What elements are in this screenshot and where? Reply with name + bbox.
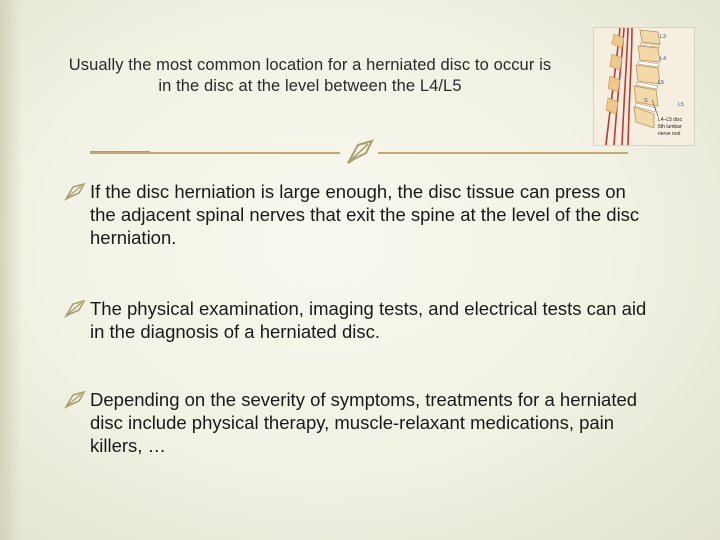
bullet-text: Depending on the severity of symptoms, treatments for a herniated disc include physical therapy, muscle-relaxant medications, pain killers, … [90, 389, 638, 456]
slide-title: Usually the most common location for a herniated disc to occur is in the disc at the level between the L4/L5 [68, 56, 552, 95]
caption-line2: 5th lumbar [658, 124, 682, 130]
quill-bullet-icon [346, 139, 374, 165]
bullet-item [64, 297, 664, 343]
spine-diagram-image [593, 27, 695, 146]
bullet-text: The physical examination, imaging tests, and electrical tests can aid in the diagnosis of a herniated disc. [90, 298, 647, 342]
bullet-item [64, 180, 664, 249]
caption-line3: nerve root [658, 131, 681, 137]
quill-bullet-icon [64, 300, 86, 318]
label-l4: L4 [660, 56, 667, 62]
label-l5: L5 [678, 102, 685, 108]
quill-bullet-icon [64, 391, 86, 409]
label-l5-disc: L5 [658, 80, 665, 86]
spine-diagram-svg [594, 28, 694, 145]
caption-line1: L4–L5 disc [658, 117, 683, 123]
label-l3: L3 [660, 34, 667, 40]
bullet-text: If the disc herniation is large enough, the disc tissue can press on the adjacent spinal nerves that exit the spine at the level of the disc herniation. [90, 181, 640, 248]
quill-bullet-icon [64, 183, 86, 201]
left-decorative-band [0, 0, 22, 540]
bullet-item [64, 388, 664, 457]
divider-line-right [378, 152, 628, 154]
label-s: S [644, 98, 648, 104]
divider-line-left [90, 152, 340, 154]
